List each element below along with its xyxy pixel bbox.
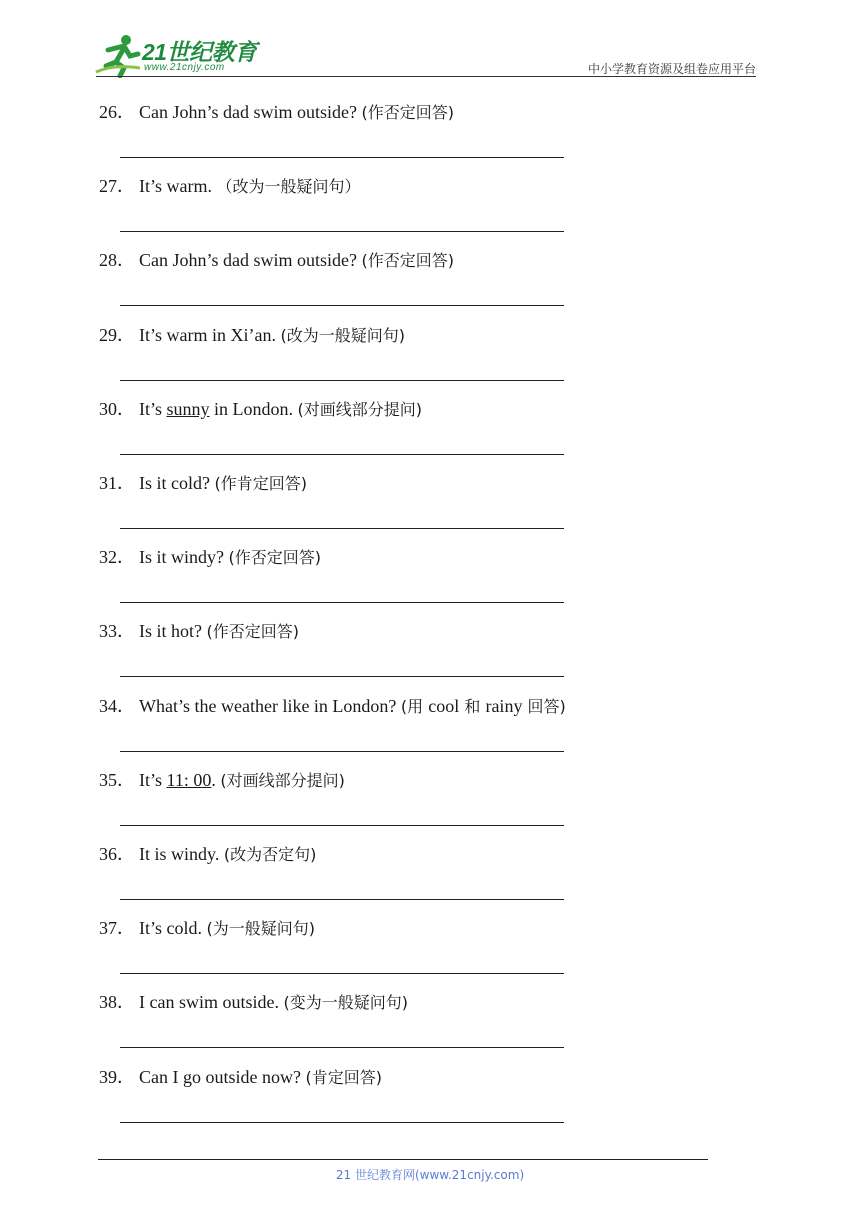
question-segment: It is windy. [139, 844, 224, 864]
question-number: 37． [99, 918, 135, 939]
answer-line[interactable] [120, 305, 564, 306]
question-number: 28． [99, 250, 135, 271]
question-item [99, 101, 454, 124]
logo-subtext: www.21cnjy.com [144, 62, 225, 73]
instruction-text: （改为一般疑问句） [216, 177, 361, 197]
question-segment: It’s [139, 398, 167, 419]
question-segment: It’s [139, 769, 167, 790]
question-number: 27． [99, 176, 135, 197]
instruction-text: (作肯定回答) [214, 474, 307, 493]
page-header [0, 0, 860, 80]
question-text [139, 770, 345, 790]
question-number: 35． [99, 769, 135, 790]
question-number: 30． [99, 398, 135, 419]
question-number: 31． [99, 473, 135, 493]
underlined-text: sunny [166, 398, 210, 419]
footer-text: 21 世纪教育网(www.21cnjy.com) [335, 1168, 525, 1182]
question-number: 29． [99, 324, 135, 345]
question-text [139, 992, 408, 1012]
answer-line[interactable] [120, 231, 564, 232]
question-text [139, 547, 321, 567]
question-segment: It’s warm. [139, 176, 217, 197]
instruction-text: 回答) [522, 696, 566, 716]
question-item [99, 843, 316, 866]
question-segment: It’s warm in Xi’an. [139, 324, 281, 345]
question-item [99, 991, 408, 1014]
answer-line[interactable] [120, 973, 564, 974]
answer-line[interactable] [120, 899, 564, 900]
question-number: 26． [99, 102, 135, 122]
question-segment: Can John’s dad swim outside? [139, 102, 362, 122]
question-text [139, 399, 422, 419]
question-number: 38． [99, 992, 135, 1013]
instruction-text: (作否定回答) [361, 103, 454, 122]
instruction-text: (对画线部分提问) [297, 399, 423, 419]
question-segment: Is it windy? [139, 547, 229, 568]
instruction-text: (用 [400, 696, 429, 716]
instruction-text: (变为一般疑问句) [283, 993, 408, 1013]
question-item [99, 917, 315, 940]
header-divider [96, 76, 756, 77]
question-text [139, 1067, 382, 1087]
question-segment: It’s cold. [139, 918, 207, 939]
answer-line[interactable] [120, 157, 564, 158]
answer-line[interactable] [120, 1047, 564, 1048]
question-segment: Is it cold? [139, 473, 215, 493]
header-platform-label: 中小学教育资源及组卷应用平台 [587, 62, 756, 76]
question-segment: in London. [209, 398, 298, 419]
question-item [99, 249, 454, 272]
answer-line[interactable] [120, 676, 564, 677]
instruction-text: (为一般疑问句) [206, 919, 315, 939]
instruction-text: (对画线部分提问) [220, 770, 345, 790]
question-segment: Can I go outside now? [139, 1066, 306, 1087]
instruction-text: (改为否定句) [223, 845, 317, 864]
answer-line[interactable] [120, 454, 564, 455]
runner-logo-icon [94, 34, 142, 78]
question-number: 36． [99, 844, 135, 864]
question-segment: cool [428, 695, 460, 716]
logo-text: 21世纪教育 [142, 39, 257, 65]
question-item [99, 546, 321, 569]
question-item [99, 472, 307, 495]
question-text [139, 918, 315, 938]
underlined-text: 11: 00 [166, 769, 212, 790]
question-number: 32． [99, 547, 135, 568]
question-text [139, 250, 454, 270]
question-text [139, 102, 454, 122]
question-item [99, 398, 422, 421]
question-number: 33． [99, 621, 135, 642]
question-number: 34． [99, 695, 135, 716]
instruction-text: (改为一般疑问句) [280, 325, 405, 345]
question-item [99, 324, 405, 347]
question-segment: What’s the weather like in London? [139, 695, 401, 716]
question-text [139, 621, 299, 641]
instruction-text: (作否定回答) [361, 251, 454, 271]
instruction-text: (作否定回答) [206, 622, 299, 642]
question-segment: Is it hot? [139, 621, 207, 642]
question-text [139, 176, 361, 196]
question-item [99, 1066, 382, 1089]
question-segment: Can John’s dad swim outside? [139, 250, 362, 271]
question-item [99, 175, 361, 198]
instruction-text: (作否定回答) [228, 548, 321, 568]
instruction-text: (肯定回答) [305, 1067, 382, 1087]
question-text [139, 844, 316, 864]
answer-line[interactable] [120, 825, 564, 826]
question-item [99, 695, 566, 718]
answer-line[interactable] [120, 528, 564, 529]
question-item [99, 620, 299, 643]
answer-line[interactable] [120, 602, 564, 603]
instruction-text: 和 [459, 696, 486, 716]
footer-divider [98, 1159, 708, 1160]
site-logo [94, 34, 264, 78]
question-segment: . [211, 769, 221, 790]
question-text [139, 325, 405, 345]
question-segment: rainy [485, 695, 523, 716]
question-item [99, 769, 345, 792]
answer-line[interactable] [120, 380, 564, 381]
question-number: 39． [99, 1066, 135, 1087]
answer-line[interactable] [120, 1122, 564, 1123]
answer-line[interactable] [120, 751, 564, 752]
question-text [139, 473, 307, 493]
question-text [139, 696, 566, 716]
question-segment: I can swim outside. [139, 992, 284, 1013]
